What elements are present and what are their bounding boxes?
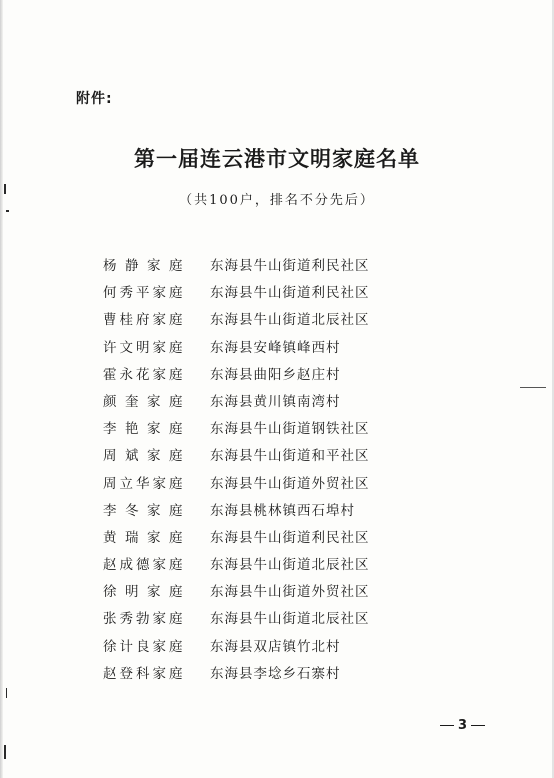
- family-address: 东海县牛山街道和平社区: [210, 448, 370, 465]
- list-item: [0, 662, 554, 689]
- family-name: 杨静家庭: [103, 258, 183, 274]
- family-name: 颜奎家庭: [103, 393, 183, 410]
- list-item: [0, 499, 554, 526]
- list-item: [0, 553, 554, 580]
- family-address: 东海县安峰镇峰西村: [210, 339, 341, 356]
- family-name: 周立华家庭: [103, 475, 183, 492]
- family-address: 东海县牛山街道外贸社区: [210, 584, 370, 601]
- page-number: [440, 718, 485, 733]
- family-address: 东海县牛山街道钢铁社区: [210, 421, 370, 438]
- list-item: [0, 635, 554, 662]
- family-name: 徐计良家庭: [103, 638, 183, 655]
- family-address: 东海县双店镇竹北村: [210, 638, 341, 655]
- family-name: 黄瑞家庭: [103, 529, 183, 546]
- list-item: [0, 336, 554, 363]
- family-address: 东海县牛山街道北辰社区: [210, 611, 370, 628]
- family-address: 东海县牛山街道北辰社区: [210, 312, 370, 329]
- attachment-label: 附件:: [76, 91, 113, 107]
- scan-artifact-mark: [4, 745, 6, 759]
- scan-artifact-mark: [6, 210, 9, 212]
- page-number-dash-right: [471, 725, 485, 726]
- page-title: 第一届连云港市文明家庭名单: [134, 147, 420, 171]
- list-item: [0, 607, 554, 634]
- list-item: [0, 281, 554, 308]
- family-address: 东海县李埝乡石寨村: [210, 665, 341, 682]
- family-name: 赵登科家庭: [103, 665, 183, 682]
- list-item: [0, 308, 554, 335]
- family-address: 东海县牛山街道外贸社区: [210, 475, 370, 492]
- family-address: 东海县牛山街道利民社区: [210, 285, 370, 302]
- list-item: [0, 363, 554, 390]
- family-name: 赵成德家庭: [103, 557, 183, 574]
- family-name: 李艳家庭: [103, 421, 183, 438]
- list-item: [0, 526, 554, 553]
- list-item: [0, 390, 554, 417]
- family-name: 曹桂府家庭: [103, 312, 183, 329]
- family-address: 东海县牛山街道利民社区: [210, 258, 370, 274]
- list-item: [0, 580, 554, 607]
- family-name: 霍永花家庭: [103, 366, 183, 383]
- family-address: 东海县牛山街道北辰社区: [210, 557, 370, 574]
- family-name: 张秀勃家庭: [103, 611, 183, 628]
- list-item: [0, 417, 554, 444]
- page-number-value: 3: [458, 718, 468, 733]
- page-number-dash-left: [440, 725, 454, 726]
- list-item: [0, 472, 554, 499]
- family-address: 东海县黄川镇南湾村: [210, 393, 341, 410]
- family-name: 李冬家庭: [103, 502, 183, 519]
- scan-artifact-mark: [6, 688, 7, 698]
- family-address: 东海县桃林镇西石埠村: [210, 502, 355, 519]
- family-name: 许文明家庭: [103, 339, 183, 356]
- family-list: [0, 254, 554, 689]
- family-address: 东海县曲阳乡赵庄村: [210, 366, 341, 383]
- page-subtitle: （共100户，排名不分先后）: [179, 193, 375, 208]
- family-name: 何秀平家庭: [103, 285, 183, 302]
- list-item: [0, 254, 554, 281]
- family-name: 周斌家庭: [103, 448, 183, 465]
- list-item: [0, 444, 554, 471]
- family-address: 东海县牛山街道利民社区: [210, 529, 370, 546]
- family-name: 徐明家庭: [103, 584, 183, 601]
